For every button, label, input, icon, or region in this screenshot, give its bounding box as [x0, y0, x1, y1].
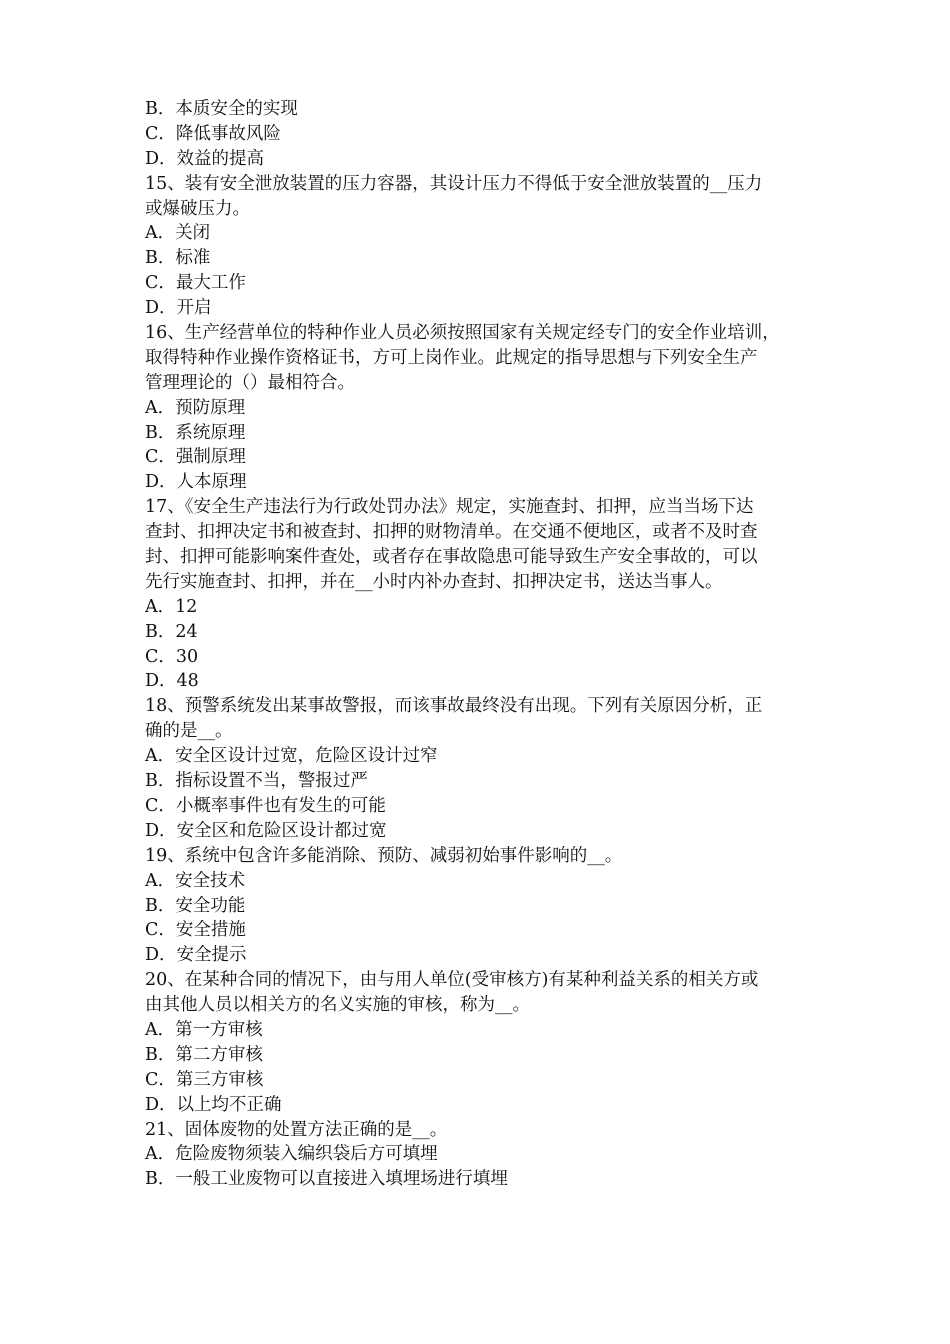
- text-line: C．强制原理: [145, 447, 246, 468]
- text-line: 确的是__。: [145, 721, 233, 742]
- text-line: B．指标设置不当，警报过严: [145, 771, 368, 792]
- text-line: A．安全区设计过宽，危险区设计过窄: [145, 746, 438, 767]
- text-line: A．关闭: [145, 223, 211, 244]
- text-line: D．48: [145, 671, 199, 692]
- text-line: 先行实施查封、扣押，并在__小时内补办查封、扣押决定书，送达当事人。: [145, 571, 723, 592]
- text-line: 查封、扣押决定书和被查封、扣押的财物清单。在交通不便地区，或者不及时查: [145, 522, 758, 543]
- text-line: C．第三方审核: [145, 1069, 264, 1090]
- text-line: 15、装有安全泄放装置的压力容器，其设计压力不得低于安全泄放装置的__压力: [145, 173, 763, 194]
- text-line: 20、在某种合同的情况下，由与用人单位(受审核方)有某种利益关系的相关方或: [145, 970, 759, 991]
- text-line: C．安全措施: [145, 920, 246, 941]
- text-line: C．最大工作: [145, 273, 246, 294]
- text-line: C．30: [145, 646, 199, 667]
- text-line: 由其他人员以相关方的名义实施的审核，称为__。: [145, 995, 530, 1016]
- text-line: A．危险废物须装入编织袋后方可填埋: [145, 1144, 438, 1165]
- text-line: D．安全提示: [145, 945, 247, 966]
- text-line: D．以上均不正确: [145, 1094, 282, 1115]
- text-line: B．本质安全的实现: [145, 99, 298, 119]
- text-line: 21、固体废物的处置方法正确的是__。: [145, 1119, 448, 1140]
- text-line: 管理理论的（）最相符合。: [145, 372, 355, 393]
- text-line: C．降低事故风险: [145, 123, 281, 144]
- text-line: C．小概率事件也有发生的可能: [145, 795, 386, 816]
- text-line: 18、预警系统发出某事故警报，而该事故最终没有出现。下列有关原因分析，正: [145, 696, 763, 717]
- text-line: D．效益的提高: [145, 148, 265, 169]
- text-line: 16、生产经营单位的特种作业人员必须按照国家有关规定经专门的安全作业培训，: [145, 323, 780, 344]
- text-line: 封、扣押可能影响案件查处，或者存在事故隐患可能导致生产安全事故的，可以: [145, 547, 758, 568]
- text-line: 19、系统中包含许多能消除、预防、减弱初始事件影响的__。: [145, 845, 623, 866]
- text-line: A．预防原理: [145, 397, 246, 418]
- text-line: A．安全技术: [145, 870, 246, 891]
- text-line: D．开启: [145, 298, 212, 319]
- text-line: D．人本原理: [145, 472, 247, 493]
- text-line: B．安全功能: [145, 895, 246, 916]
- text-line: 或爆破压力。: [145, 198, 250, 219]
- text-line: B．系统原理: [145, 422, 246, 443]
- document-page: [145, 97, 820, 1192]
- text-line: B．一般工业废物可以直接进入填埋场进行填埋: [145, 1169, 508, 1190]
- text-line: 取得特种作业操作资格证书，方可上岗作业。此规定的指导思想与下列安全生产: [145, 347, 758, 368]
- text-line: 17、《安全生产违法行为行政处罚办法》规定，实施查封、扣押，应当当场下达: [145, 497, 754, 518]
- text-line: A．12: [145, 596, 198, 617]
- text-line: B．第二方审核: [145, 1044, 263, 1065]
- text-line: B．标准: [145, 248, 211, 269]
- text-line: D．安全区和危险区设计都过宽: [145, 820, 387, 841]
- text-line: A．第一方审核: [145, 1019, 263, 1040]
- text-line: B．24: [145, 621, 198, 642]
